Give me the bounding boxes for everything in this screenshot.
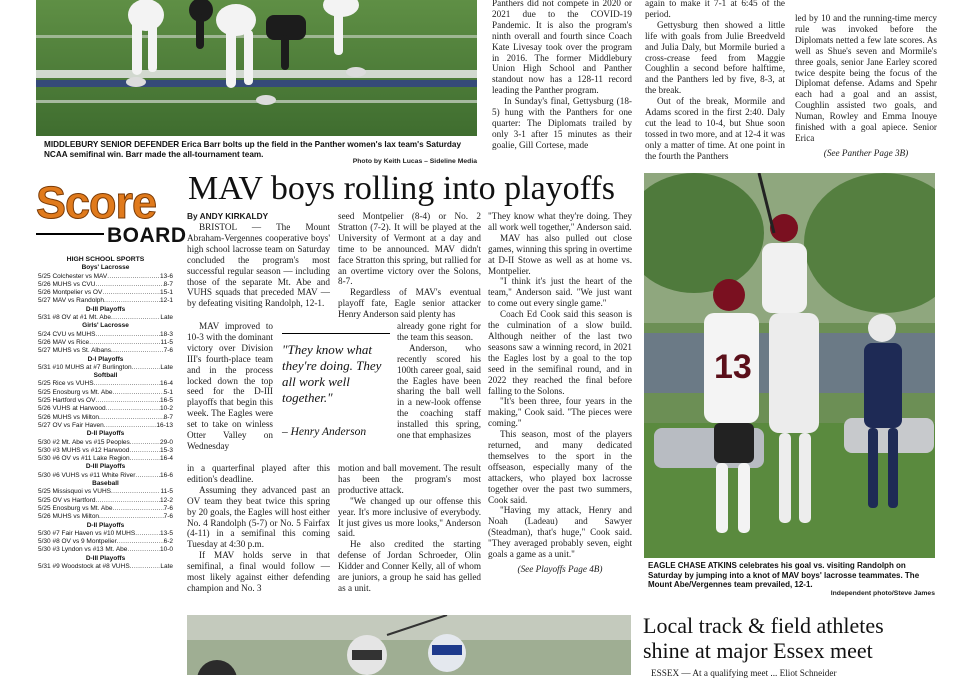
paragraph: Coach Ed Cook said this season is the culmination of a slow build. Although neither of the last two seasons saw a winning record, in 2021 the Eagles lost by a goal to the top seed in the semifinal round, and in 2022 they reached the final before falling to the Solons. [488, 309, 632, 396]
mav-story-column-1 [187, 211, 287, 222]
scoreboard-score: 15-1 [159, 289, 173, 297]
scoreboard-row [38, 538, 173, 546]
dot-leader [89, 339, 160, 347]
scoreboard-matchup: 5/30 #6 VUHS vs #11 White River [38, 471, 136, 479]
svg-text:13: 13 [714, 348, 752, 386]
scoreboard-matchup: 5/30 #3 Lyndon vs #13 Mt. Abe [38, 546, 128, 554]
scoreboard-row [38, 397, 173, 405]
scoreboard-matchup: 5/30 #6 OV vs #11 Lake Region [38, 455, 130, 463]
scoreboard-matchup: 5/25 Enosburg vs Mt. Abe [38, 504, 113, 512]
scoreboard-section-title: D-III Playoffs [85, 554, 126, 562]
dot-leader [129, 447, 160, 455]
scoreboard-row [38, 546, 173, 554]
dot-leader [132, 364, 161, 372]
paragraph: in a quarterfinal played after this edition's deadline. [187, 463, 330, 484]
scoreboard-title-score: Score [36, 177, 157, 228]
scoreboard-matchup: 5/26 MUHS vs Milton [38, 413, 100, 421]
paragraph: Panthers did not compete in 2020 or 2021 due to the COVID-19 Pandemic. It is also the program's ninth overall and fourth since Coach Kate Livesay took over the program in 2016. The former Middlebury Union High School and Panther standout now has a 128-11 record leading the Panther program. [492, 0, 632, 96]
scoreboard-matchup: 5/26 MAV vs Rice [38, 338, 90, 346]
scoreboard-section-title: D-III Playoffs [85, 463, 126, 471]
paragraph: "It's been three, four years in the making," Cook said. "The pieces were coming." [488, 396, 632, 429]
scoreboard-row [38, 513, 173, 521]
scoreboard-row [38, 380, 173, 388]
paragraph: motion and ball movement. The result has been the program's most productive attack. [338, 463, 481, 495]
right-photo-image [644, 173, 935, 558]
mav-jump-line: (See Playoffs Page 4B) [517, 564, 603, 574]
scoreboard-section-title: Baseball [92, 480, 119, 488]
paragraph: Gettysburg then showed a little life with goals from Julie Breedveld and Julia Daly, but Mormile buried a cross-crease feed from Maggie Coughlin a second before halftime, and the Panthers led by five, 8-3, at the break. [645, 19, 785, 96]
scoreboard-score: 16-4 [159, 455, 173, 463]
scoreboard-score: 12-2 [159, 496, 173, 504]
scoreboard-row [38, 364, 173, 372]
scoreboard-score: 8-7 [163, 413, 173, 421]
scoreboard-section-title: Girls' Lacrosse [82, 322, 129, 330]
top-photo-image [36, 0, 477, 136]
scoreboard-matchup: 5/25 Colchester vs MAV [38, 272, 108, 280]
scoreboard-row [38, 314, 173, 322]
scoreboard-section-title: Boys' Lacrosse [81, 264, 130, 272]
mav-story-column-1-narrow [187, 321, 273, 452]
paragraph: seed Montpelier (8-4) or No. 2 Stratton (7-2). It will be played at the University of Vermont at a day and time to be announced. MAV didn't face Stratton this spring, but rallied for an overtime victory over the Solons, 8-7. [338, 211, 481, 287]
scoreboard-row [38, 563, 173, 571]
scoreboard-score: 11-5 [160, 338, 173, 346]
paragraph: If MAV holds serve in that semifinal, a final would follow — most likely against either defending champion and No. 3 [187, 550, 330, 593]
dot-leader [135, 530, 160, 538]
scoreboard-score: 12-1 [159, 297, 173, 305]
right-photo-credit: Independent photo/Steve James [830, 590, 935, 597]
scoreboard-score: 15-3 [159, 446, 173, 454]
dot-leader [130, 563, 161, 571]
scoreboard-score: 11-5 [160, 488, 173, 496]
mav-story-column-1-lead [187, 222, 330, 309]
track-headline-line-1: Local track & field athletes [643, 613, 884, 638]
panther-jump-line: (See Panther Page 3B) [823, 147, 909, 158]
scoreboard-score: Late [160, 314, 173, 322]
paragraph: "They know what they're doing. They all work well together," Anderson said. [488, 211, 632, 232]
scoreboard-score: 16-4 [159, 380, 173, 388]
scoreboard-matchup: 5/30 #3 MUHS vs #12 Harwood [38, 446, 130, 454]
scoreboard-score: 16-6 [159, 471, 173, 479]
scoreboard-matchup: 5/25 Hartford vs OV [38, 397, 96, 405]
scoreboard-score: 7-6 [163, 513, 173, 521]
scoreboard-score: 7-6 [163, 347, 173, 355]
scoreboard-row [38, 497, 173, 505]
scoreboard-score: 10-0 [159, 546, 173, 554]
panther-story-column-1 [492, 0, 632, 151]
mav-story-column-1-rest [187, 463, 330, 594]
paragraph: BRISTOL — The Mount Abraham-Vergennes cooperative boys' high school lacrosse team on Saturday concluded the program's most successful regular season — including those of the separate Mt. Abe and VUHS squads that preceded MAV — by defeating visiting Randolph, 12-1. [187, 222, 330, 309]
scoreboard-matchup: 5/26 MUHS vs Milton [38, 513, 100, 521]
scoreboard-matchup: 5/27 MUHS vs St. Albans [38, 347, 111, 355]
scoreboard-section-title: D-II Playoffs [86, 430, 125, 438]
paragraph: "Having my attack, Henry and Noah (Ladeau) and Sawyer (Steadman), that's huge," Cook said. "They averaged probably seven, eight goals a game as a unit." [488, 505, 632, 560]
scoreboard-score: 13-6 [159, 272, 173, 280]
scoreboard-score: 16-13 [156, 421, 173, 429]
paragraph: "I think it's just the heart of the team," Anderson said. "We just want to come out every single game." [488, 276, 632, 309]
mav-headline: MAV boys rolling into playoffs [188, 170, 615, 207]
top-lacrosse-photo [36, 0, 477, 136]
scoreboard-score: 6-2 [163, 538, 173, 546]
scoreboard-score: 5-1 [163, 388, 173, 396]
top-photo-credit: Photo by Keith Lucas – Sideline Media [352, 158, 477, 165]
scoreboard-row [38, 389, 173, 397]
scoreboard-matchup: 5/27 OV vs Fair Haven [38, 421, 104, 429]
scoreboard-matchup: 5/31 #8 OV at #1 Mt. Abe [38, 314, 111, 322]
scoreboard-matchup: 5/30 #2 Mt. Abe vs #15 Peoples [38, 438, 130, 446]
scoreboard-section-title: D-II Playoffs [86, 521, 125, 529]
dot-leader [111, 314, 160, 322]
mav-story-column-2-narrow [397, 321, 481, 441]
mav-story-column-2-top [338, 211, 481, 320]
scoreboard-matchup: 5/25 OV vs Hartford [38, 496, 96, 504]
scoreboard-matchup: 5/31 #10 MUHS at #7 Burlington [38, 363, 132, 371]
scoreboard-row [38, 339, 173, 347]
dot-leader [112, 389, 163, 397]
scoreboard-score: 10-2 [159, 405, 173, 413]
scoreboard-heading: HIGH SCHOOL SPORTS [66, 256, 145, 263]
scoreboard-row [38, 488, 173, 496]
dot-leader [95, 497, 160, 505]
dot-leader [104, 422, 157, 430]
scoreboard-row [38, 455, 173, 463]
scoreboard-score: 8-7 [163, 280, 173, 288]
scoreboard-score: Late [160, 562, 173, 570]
scoreboard-matchup: 5/25 Missisquoi vs VUHS [38, 488, 111, 496]
scoreboard-score: Late [160, 363, 173, 371]
scoreboard-row [38, 472, 173, 480]
scoreboard-score: 29-0 [159, 438, 173, 446]
scoreboard-matchup: 5/26 VUHS at Harwood [38, 405, 106, 413]
panther-story-column-3 [795, 13, 937, 159]
scoreboard-section-title: Softball [93, 372, 118, 380]
scoreboard-row [38, 530, 173, 538]
paragraph: Out of the break, Mormile and Adams scored in the first 2:40. Daly cut the lead to 10-4, but Shue soon tossed in two more, and at 12-4 it was only a matter of time. At one point in the fourth the Panthers [645, 96, 785, 161]
scoreboard-row [38, 414, 173, 422]
dot-leader [106, 405, 160, 413]
dot-leader [117, 538, 164, 546]
paragraph: MAV has also pulled out close games, winning this spring in overtime at D-II Stowe as well as at home vs. Montpelier. [488, 232, 632, 276]
dot-leader [95, 331, 160, 339]
paragraph: again to make it 7-1 at 6:45 of the period. [645, 0, 785, 19]
paragraph: He also credited the starting defense of Jordan Schroeder, Olin Kidder and Conner Kelly, all of whom are juniors, a group he said has gelled as a unit. [338, 539, 481, 593]
pullquote-attribution: – Henry Anderson [282, 426, 367, 438]
paragraph: already gone right for the team this season. [397, 321, 481, 342]
scoreboard-matchup: 5/30 #8 OV vs 9 Montpelier [38, 538, 117, 546]
scoreboard-matchup: 5/31 #9 Woodstock at #8 VUHS [38, 562, 130, 570]
dot-leader [99, 513, 164, 521]
scoreboard-matchup: 5/26 Montpelier vs OV [38, 289, 103, 297]
pullquote-top-rule [282, 333, 390, 334]
scoreboard-row [38, 439, 173, 447]
scoreboard-row [38, 289, 173, 297]
scoreboard-row [38, 505, 173, 513]
scoreboard-row [38, 297, 173, 305]
scoreboard-section-title: D-III Playoffs [85, 305, 126, 313]
right-lacrosse-photo [644, 173, 935, 558]
scoreboard-row [38, 281, 173, 289]
dot-leader [95, 397, 160, 405]
paragraph: led by 10 and the running-time mercy rule was invoked before the Diplomats netted a few late scores. As well as Shue's seven and Mormile's three goals, senior Jane Earley scored twice despite being the focus of the Diplomat defense. Adams and Spehr each had a goal and an assist, Coughlin assisted two goals, and Numan, Rowley and Emma Inouye finished with a goal apiece. Senior Erica [795, 13, 937, 143]
dot-leader [99, 414, 164, 422]
dot-leader [102, 289, 160, 297]
scoreboard-row [38, 447, 173, 455]
scoreboard-row [38, 331, 173, 339]
paragraph: In Sunday's final, Gettysburg (18-5) hung with the Panthers for one quarter: The Diplomats trailed by only 3-1 after 15 minutes as their goalie, Gill Cortese, made [492, 96, 632, 150]
bottom-photo-image [187, 615, 631, 675]
paragraph: This season, most of the players returned, and many dedicated themselves to the sport in the offseason, especially many of the attackers, who played box lacrosse together over the past two summers, Cook said. [488, 429, 632, 505]
scoreboard-score: 13-5 [159, 529, 173, 537]
paragraph: MAV improved to 10-3 with the dominant victory over Division III's fourth-place team and in the process locked down the top seed for the D-III playoffs that begin this week. The Eagles were set to take on winless Otter Valley on Wednesday [187, 321, 273, 451]
scoreboard-title-board: BOARD [107, 224, 187, 247]
scoreboard-matchup: 5/27 MAV vs Randolph [38, 297, 104, 305]
scoreboard-matchup: 5/25 Enosburg vs Mt. Abe [38, 388, 113, 396]
dot-leader [127, 546, 160, 554]
scoreboard-score: 18-3 [159, 330, 173, 338]
dot-leader [94, 380, 160, 388]
scoreboard-matchup: 5/26 MUHS vs CVU [38, 280, 96, 288]
mav-story-column-3 [488, 211, 632, 575]
dot-leader [111, 488, 160, 496]
byline: By ANDY KIRKALDY [187, 211, 269, 221]
dot-leader [104, 297, 160, 305]
paragraph: Regardless of MAV's eventual playoff fate, Eagle senior attacker Henry Anderson said plenty has [338, 287, 481, 320]
scoreboard-matchup: 5/30 #7 Fair Haven vs #10 MUHS [38, 529, 136, 537]
scoreboard-section-title: D-I Playoffs [87, 355, 124, 363]
scoreboard-row [38, 347, 173, 355]
dot-leader [95, 281, 163, 289]
scoreboard-list [38, 256, 173, 571]
dot-leader [130, 455, 160, 463]
dot-leader [135, 472, 160, 480]
scoreboard-score: 16-5 [159, 397, 173, 405]
paragraph: Assuming they advanced past an OV team they beat twice this spring by 20 goals, the Eagles will host either No. 4 Randolph (5-7) or No. 5 Fairfax (4-11) in a semifinal this coming Tuesday at 4:30 p.m. [187, 484, 330, 550]
paragraph: "We changed up our offense this year. It's more inclusive of everybody. It just gives us more looks," Anderson said. [338, 495, 481, 539]
scoreboard-row [38, 422, 173, 430]
bottom-lacrosse-photo [187, 615, 631, 675]
track-headline-line-2: shine at major Essex meet [643, 638, 873, 663]
dot-leader [111, 347, 164, 355]
scoreboard-row [38, 273, 173, 281]
scoreboard-matchup: 5/25 Rice vs VUHS [38, 380, 94, 388]
scoreboard-title-rule [36, 233, 104, 235]
pullquote: "They know what they're doing. They all work well together." [282, 342, 382, 405]
top-photo-caption: MIDDLEBURY SENIOR DEFENDER Erica Barr bolts up the field in the Panther women's lax team's Saturday NCAA semifinal win. Barr made the all-tournament team. [44, 140, 461, 159]
right-photo-caption: EAGLE CHASE ATKINS celebrates his goal vs. visiting Randolph on Saturday by jumping into a knot of MAV boys' lacrosse teammates. The Mount Abe/Vergennes team prevailed, 12-1. [648, 561, 920, 590]
scoreboard-row [38, 405, 173, 413]
dot-leader [112, 505, 163, 513]
dot-leader [107, 273, 160, 281]
mav-story-column-2-rest [338, 463, 481, 594]
scoreboard-matchup: 5/24 CVU vs MUHS [38, 330, 96, 338]
track-teaser: ESSEX — At a qualifying meet ... Eliot Schneider [651, 668, 837, 678]
dot-leader [130, 439, 160, 447]
scoreboard-score: 7-6 [163, 504, 173, 512]
paragraph: Anderson, who recently scored his 100th career goal, said the Eagles have been sharing the ball well in a new-look offense the coaching staff installed this spring, one that emphasizes [397, 342, 481, 441]
panther-story-column-2 [645, 0, 785, 162]
